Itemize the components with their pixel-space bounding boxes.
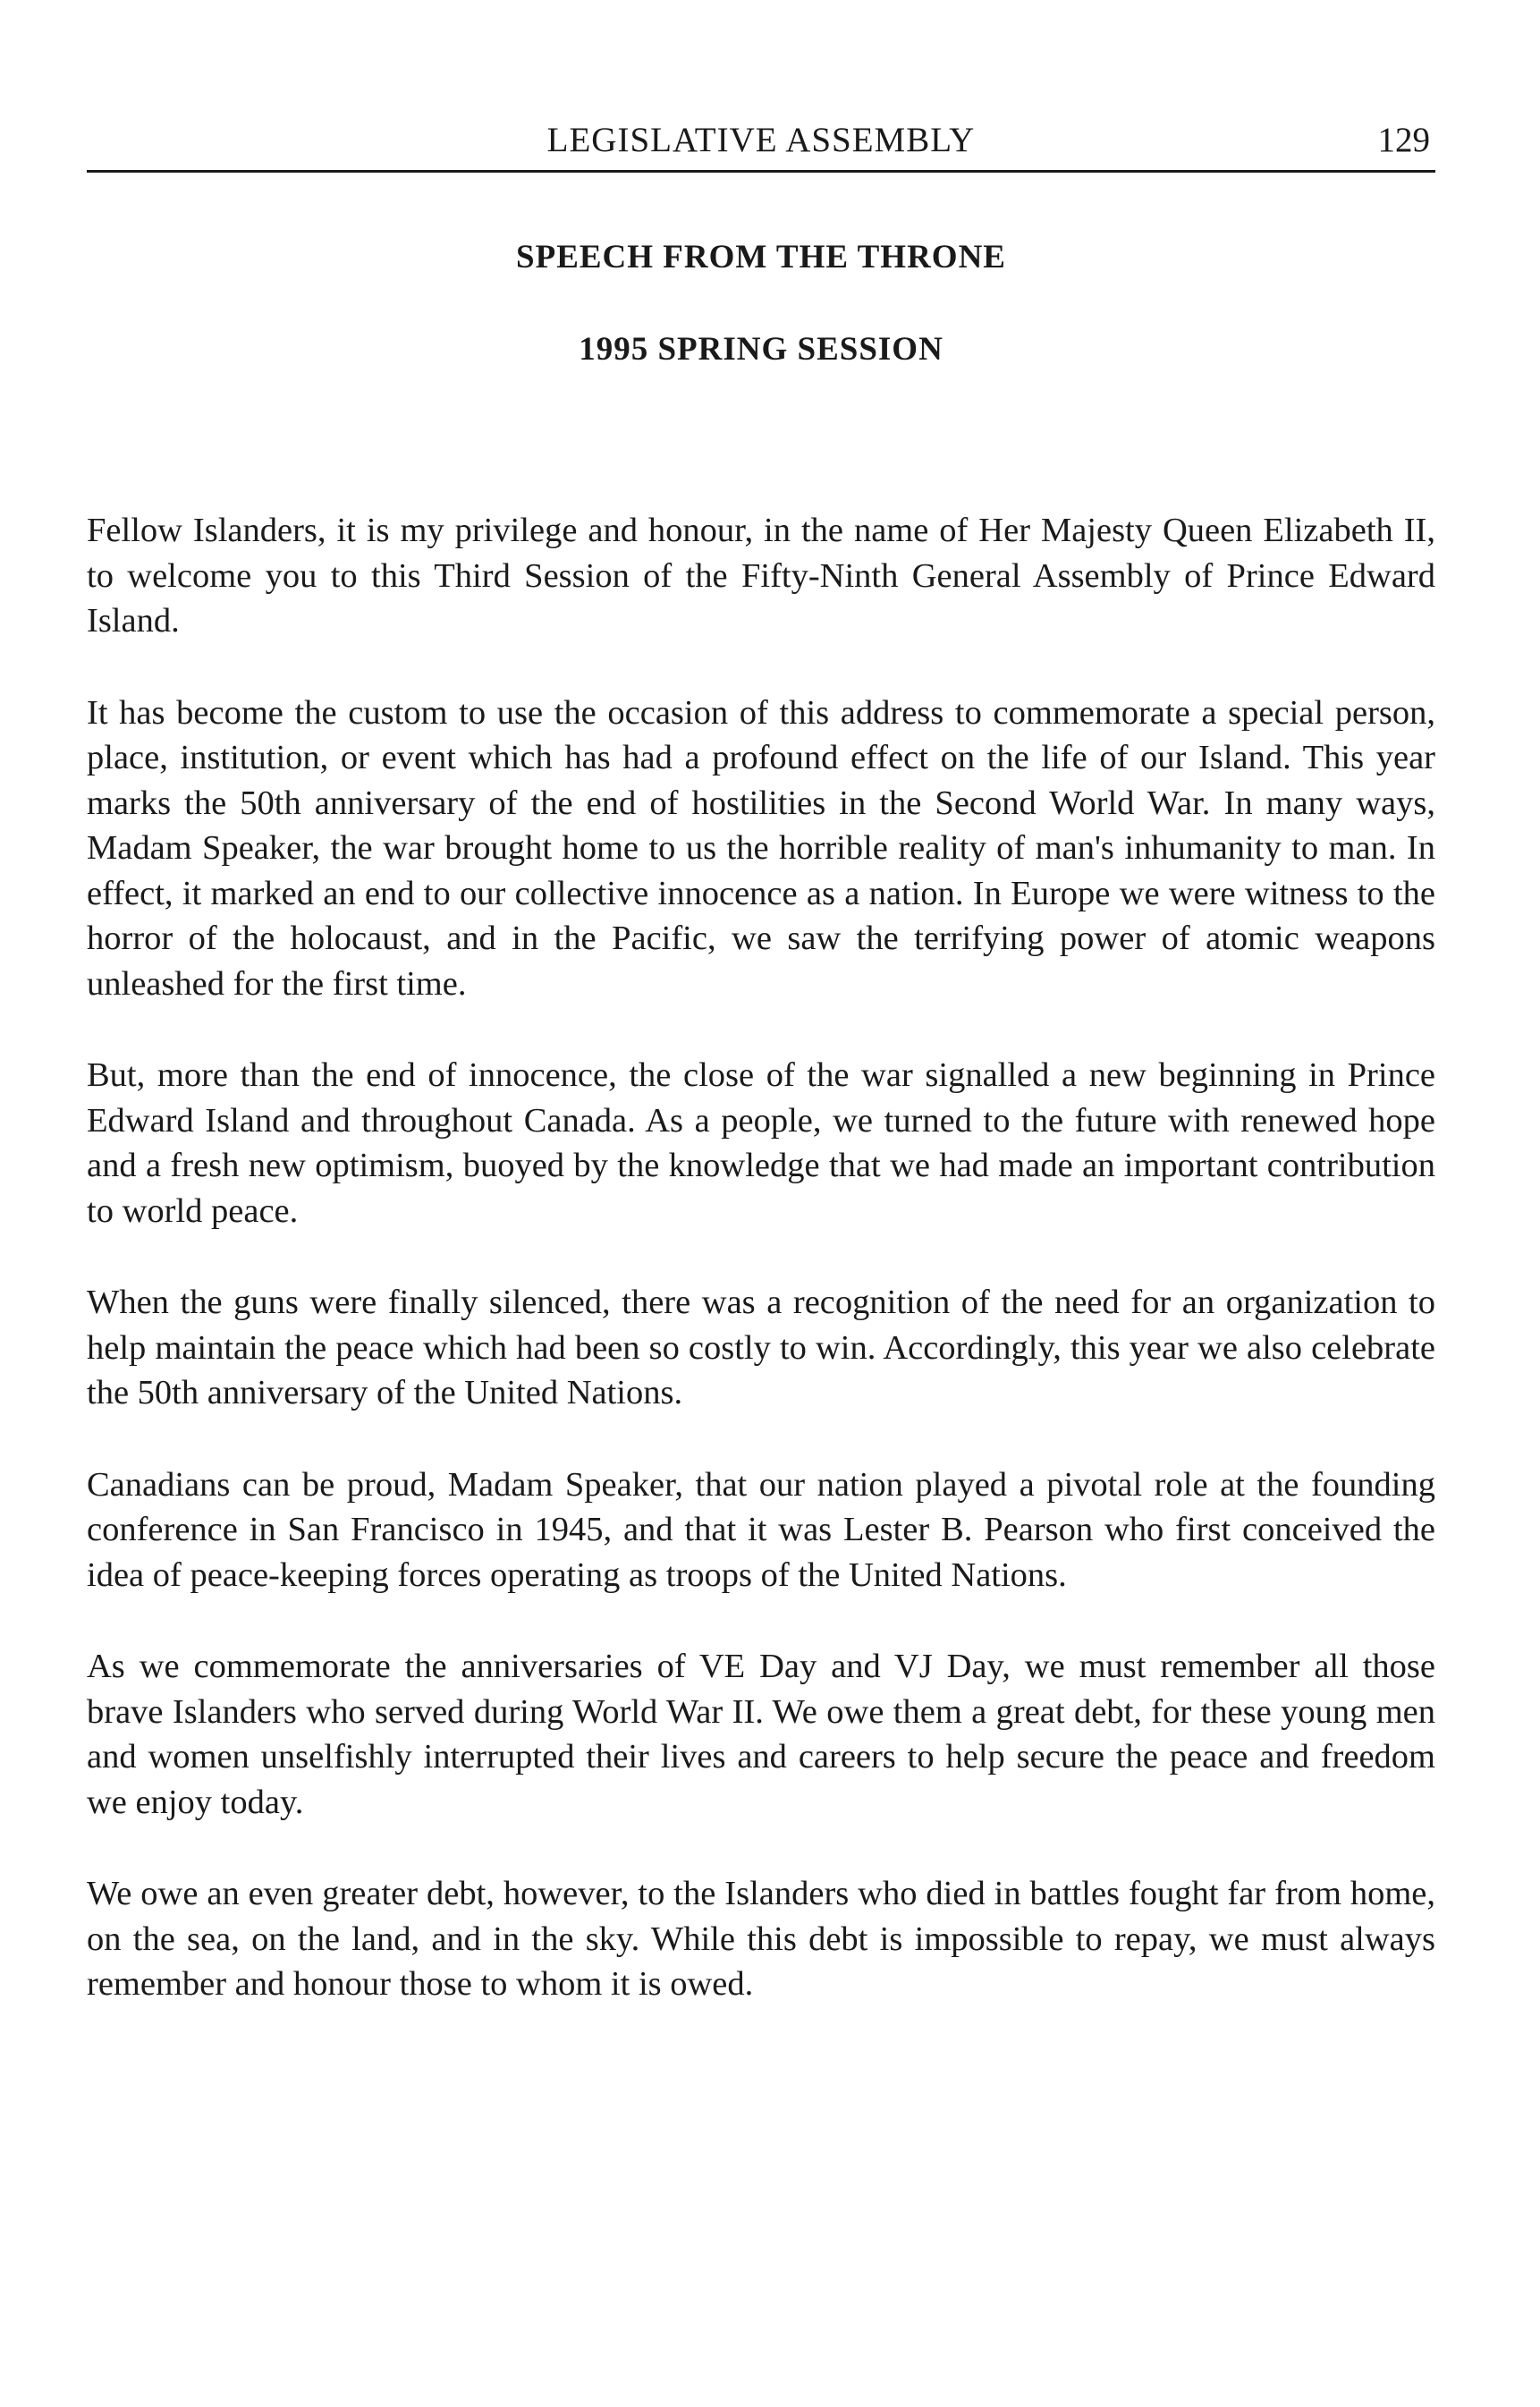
speech-title: SPEECH FROM THE THRONE (516, 239, 1006, 275)
running-header (87, 113, 1435, 173)
paragraph: Fellow Islanders, it is my privilege and honour, in the name of Her Majesty Queen Elizabeth II, to welcome you to this Third Session of the Fifty-Ninth General Assembly of Prince Edward Island. (87, 512, 1435, 640)
paragraph: We owe an even greater debt, however, to the Islanders who died in battles fought far from home, on the sea, on the land, and in the sky. While this debt is impossible to repay, we must always remember and honour those to whom it is owed. (87, 1875, 1435, 2003)
session-title: 1995 SPRING SESSION (579, 331, 943, 368)
speech-body (87, 508, 1435, 2054)
running-title: LEGISLATIVE ASSEMBLY (546, 121, 976, 159)
paragraph: Canadians can be proud, Madam Speaker, that our nation played a pivotal role at the founding conference in San Francisco in 1945, and that it was Lester B. Pearson who first conceived the idea of peace-keeping forces operating as troops of the United Nations. (87, 1465, 1435, 1594)
paragraph: When the guns were finally silenced, there was a recognition of the need for an organization to help maintain the peace which had been so costly to win. Accordingly, this year we also celebrate the 50th anniversary of the United Nations. (87, 1284, 1435, 1411)
paragraph: It has become the custom to use the occasion of this address to commemorate a special person, place, institution, or event which has had a profound effect on the life of our Island. This year marks the 50th anniversary of the end of hostilities in the Second World War. In many ways, Madam Speaker, the war brought home to us the horrible reality of man's inhumanity to man. In effect, it marked an end to our collective innocence as a nation. In Europe we were witness to the horror of the holocaust, and in the Pacific, we saw the terrifying power of atomic weapons unleashed for the first time. (87, 693, 1435, 1003)
paragraph: As we commemorate the anniversaries of VE Day and VJ Day, we must remember all those brave Islanders who served during World War II. We owe them a great debt, for these young men and women unselfishly interrupted their lives and careers to help secure the peace and freedom we enjoy today. (87, 1648, 1435, 1821)
page-number: 129 (1377, 121, 1430, 159)
paragraph: But, more than the end of innocence, the close of the war signalled a new beginning in Prince Edward Island and throughout Canada. As a people, we turned to the future with renewed hope and a fresh new optimism, buoyed by the knowledge that we had made an important contribution to world peace. (87, 1056, 1435, 1230)
document-page (87, 0, 1435, 2407)
